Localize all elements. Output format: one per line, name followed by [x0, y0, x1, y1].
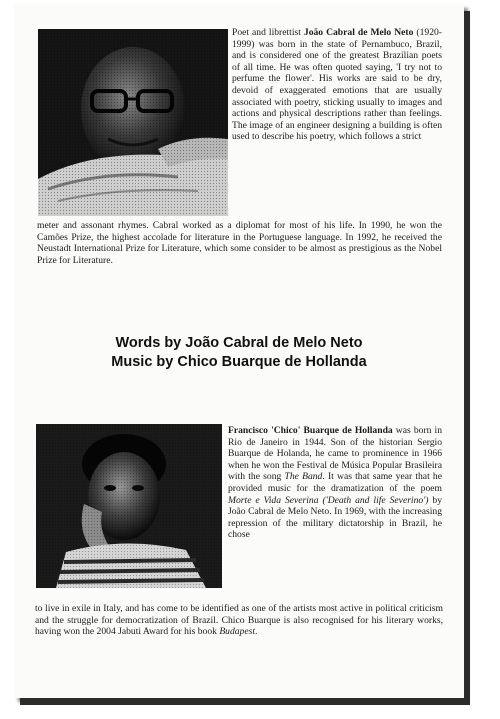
bio-chico-name: Francisco 'Chico' Buarque de Hollanda — [228, 425, 393, 436]
document-page — [14, 4, 464, 698]
bio-chico-continuation — [35, 603, 443, 638]
bio-neto-text: (1920-1999) was born in the state of Pernambuco, Brazil, and is considered one of the greatest Brazilian poets of all time. He was often quoted saying, 'I try not to perfume the flower'. His works are said to be dry, devoid of exaggerated emotions that are usually associated with poetry, sticking usually to images and actions and physical descriptions rather than feelings. The image of an engineer designing a building is often used to describe his poetry, which follows a strict — [232, 27, 442, 143]
words-credit: Words by João Cabral de Melo Neto — [115, 335, 363, 351]
bio-chico-poem: Morte e Vida Severina ('Death and life Severino') — [228, 494, 429, 506]
bio-chico-text-3: by João Cabral de Melo Neto. In 1969, with the increasing repression of the military dictatorship in Brazil, he chose — [228, 494, 442, 541]
bio-chico-continuation-end: . — [255, 626, 258, 638]
bio-neto-paragraph — [232, 27, 442, 143]
bio-neto-intro: Poet and librettist — [232, 27, 301, 38]
bio-chico-paragraph — [228, 425, 442, 541]
bio-neto-continuation-text: meter and assonant rhymes. Cabral worked as a diplomat for most of his life. In 1990, he won the Camões Prize, the highest accolade for literature in the Portuguese language. In 1992, he received the Neustadt International Prize for Literature, which some consider to be almost as prestigious as the Nobel Prize for Literature. — [37, 220, 442, 266]
bio-chico-book: Budapest — [219, 626, 256, 638]
bio-neto-name: João Cabral de Melo Neto — [303, 27, 414, 38]
portrait-photo-neto — [38, 29, 228, 216]
bio-chico-song: The Band — [284, 471, 323, 483]
portrait-photo-chico — [36, 424, 222, 588]
bio-chico-text-1: was born in Rio de Janeiro in 1944. Son of the historian Sergio Buarque de Holanda, he came to prominence in 1966 when he won the Festival de Música Popular Brasileira with the song — [228, 425, 442, 483]
bio-chico-continuation-text: to live in exile in Italy, and has come to be identified as one of the artists most active in political criticism and the struggle for democratization of Brazil. Chico Buarque is also recognised for his literary works, having won the 2004 Jabuti Award for his book — [35, 603, 443, 638]
bio-neto-continuation — [37, 220, 442, 266]
music-credit: Music by Chico Buarque de Hollanda — [111, 354, 367, 370]
credits-heading — [14, 334, 464, 372]
bio-chico-text-2: . It was that same year that he provided music for the dramatization of the poem — [228, 471, 442, 494]
